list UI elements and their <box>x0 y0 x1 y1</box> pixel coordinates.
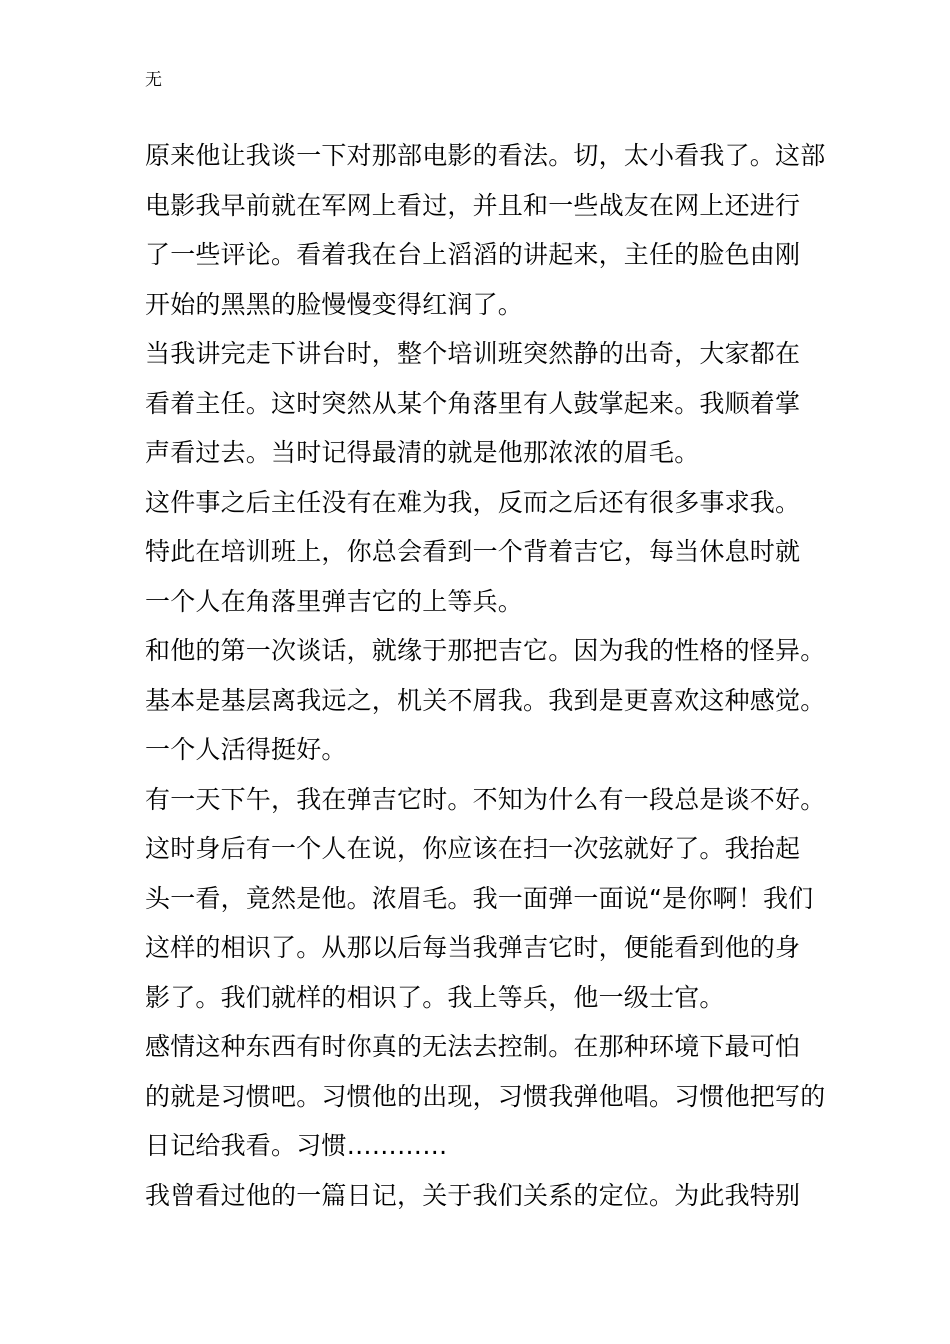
text-line: 一个人在角落里弹吉它的上等兵。 <box>145 586 524 616</box>
text-line: 特此在培训班上，你总会看到一个背着吉它，每当休息时就 <box>145 537 801 566</box>
page-header: 无 <box>145 70 162 90</box>
text-line: 原来他让我谈一下对那部电影的看法。切，太小看我了。这部 <box>145 141 826 170</box>
text-line: 我曾看过他的一篇日记，关于我们关系的定位。为此我特别 <box>145 1180 801 1210</box>
text-line: 声看过去。当时记得最清的就是他那浓浓的眉毛。 <box>145 438 700 467</box>
text-line: 基本是基层离我远之，机关不屑我。我到是更喜欢这种感觉。 <box>145 685 826 715</box>
text-line: 了一些评论。看着我在台上滔滔的讲起来，主任的脸色由刚 <box>145 240 801 269</box>
text-line: 这时身后有一个人在说，你应该在扫一次弦就好了。我抬起 <box>145 834 801 863</box>
body-text <box>145 131 825 1220</box>
text-line: 的就是习惯吧。习惯他的出现，习惯我弹他唱。习惯他把写的 <box>145 1081 826 1111</box>
text-line: 和他的第一次谈话，就缘于那把吉它。因为我的性格的怪异。 <box>145 636 826 665</box>
text-line: 有一天下午，我在弹吉它时。不知为什么有一段总是谈不好。 <box>145 784 826 814</box>
text-line: 日记给我看。习惯………… <box>145 1131 448 1160</box>
text-line: 当我讲完走下讲台时，整个培训班突然静的出奇，大家都在 <box>145 339 801 368</box>
text-line: 这样的相识了。从那以后每当我弹吉它时，便能看到他的身 <box>145 933 801 962</box>
text-line: 电影我早前就在军网上看过，并且和一些战友在网上还进行 <box>145 190 801 220</box>
text-line: 一个人活得挺好。 <box>145 735 347 764</box>
text-line: 看着主任。这时突然从某个角落里有人鼓掌起来。我顺着掌 <box>145 388 801 418</box>
text-line: 感情这种东西有时你真的无法去控制。在那种环境下最可怕 <box>145 1032 801 1061</box>
text-line: 开始的黑黑的脸慢慢变得红润了。 <box>145 289 524 319</box>
text-line: 影了。我们就样的相识了。我上等兵，他一级士官。 <box>145 982 725 1012</box>
text-line: 头一看，竟然是他。浓眉毛。我一面弹一面说“是你啊！我们 <box>145 883 814 913</box>
text-line: 这件事之后主任没有在难为我，反而之后还有很多事求我。 <box>145 487 801 517</box>
